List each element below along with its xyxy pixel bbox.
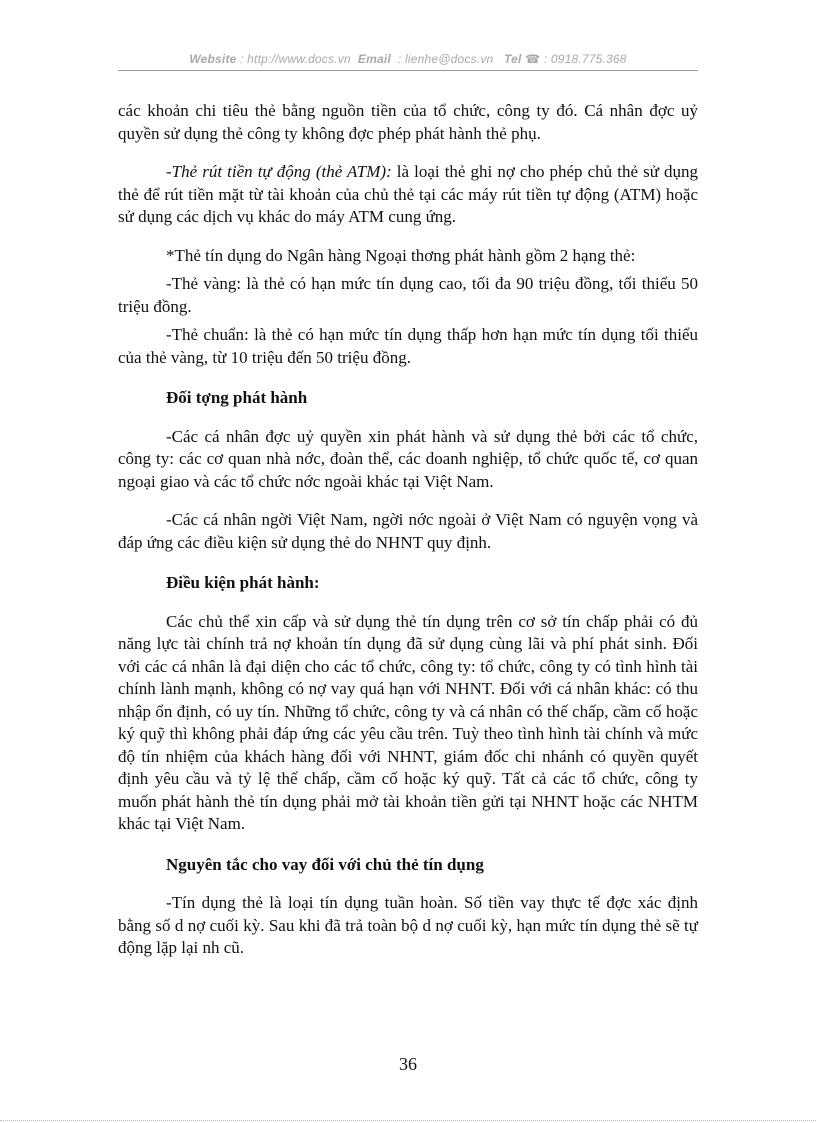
header-divider (118, 70, 698, 71)
phone-icon: ☎ (525, 52, 541, 66)
paragraph-atm-card (118, 161, 698, 229)
paragraph-conditions: Các chủ thể xin cấp và sử dụng thẻ tín dụng trên cơ sở tín chấp phải có đủ năng lực tài chính trả nợ khoản tín dụng đã sử dụng cùng lãi và phí phát sinh. Đối với các cá nhân là đại diện cho các tổ chức, công ty: tổ chức, công ty có tình hình tài chính lành mạnh, không có nợ vay quá hạn với NHNT. Đối với cá nhân khác: có thu nhập ổn định, có uy tín. Những tổ chức, công ty và cá nhân có thế chấp, cầm cố hoặc ký quỹ thì không phải đáp ứng các yêu cầu trên. Tuỳ theo tình hình tài chính và mức độ tín nhiệm của khách hàng đối với NHNT, giám đốc chi nhánh có quyền quyết định yêu cầu và tỷ lệ thế chấp, cầm cố hoặc ký quỹ. Tất cả các tổ chức, công ty muốn phát hành thẻ tín dụng phải mở tài khoản tiền gửi tại NHNT hoặc các NHTM khác tại Việt Nam. (118, 611, 698, 833)
paragraph-individuals: -Các cá nhân ngời Việt Nam, ngời nớc ngoài ở Việt Nam có nguyện vọng và đáp ứng các điều kiện sử dụng thẻ do NHNT quy định. (118, 510, 698, 552)
heading-issuance-subjects: Đối tợng phát hành (166, 388, 308, 407)
atm-card-term: -Thẻ rút tiền tự động (thẻ ATM): (166, 162, 392, 181)
paragraph-gold-card: -Thẻ vàng: là thẻ có hạn mức tín dụng cao, tối đa 90 triệu đồng, tối thiểu 50 triệu đồng. (118, 274, 698, 316)
document-body (118, 100, 698, 960)
paragraph-1: các khoản chi tiêu thẻ bằng nguồn tiền của tổ chức, công ty đó. Cá nhân đợc uỷ quyền sử dụng thẻ công ty không đợc phép phát hành thẻ phụ. (118, 101, 698, 143)
atm-card-definition: là loại thẻ ghi nợ cho phép chủ thẻ sử dụng thẻ để rút tiền mặt từ tài khoản của chủ thẻ tại các máy rút tiền tự động (ATM) hoặc sử dụng các dịch vụ khác do máy ATM cung ứng. (118, 162, 698, 226)
page-header (0, 52, 816, 66)
website-value: : http://www.docs.vn (240, 52, 351, 66)
paragraph-standard-card: -Thẻ chuẩn: là thẻ có hạn mức tín dụng thấp hơn hạn mức tín dụng tối thiểu của thẻ vàng, từ 10 triệu đến 50 triệu đồng. (118, 325, 698, 367)
paragraph-card-classes: *Thẻ tín dụng do Ngân hàng Ngoại thơng phát hành gồm 2 hạng thẻ: (166, 245, 636, 265)
heading-issuance-conditions: Điều kiện phát hành: (166, 573, 320, 592)
paragraph-authorized-individuals: -Các cá nhân đợc uỷ quyền xin phát hành và sử dụng thẻ bởi các tổ chức, công ty: các cơ quan nhà nớc, đoàn thể, các doanh nghiệp, tổ chức quốc tế, cơ quan ngoại giao và các tổ chức nớc ngoài khác tại Việt Nam. (118, 426, 698, 491)
page-number: 36 (399, 1054, 417, 1074)
email-label: Email (357, 52, 391, 66)
heading-lending-principles: Nguyên tắc cho vay đối với chủ thẻ tín dụng (166, 854, 484, 874)
tel-label: Tel (504, 52, 522, 66)
website-label: Website (189, 52, 237, 66)
paragraph-revolving-credit: -Tín dụng thẻ là loại tín dụng tuần hoàn. Số tiền vay thực tế đợc xác định bằng số d nợ cuối kỳ. Sau khi đã trả toàn bộ d nợ cuối kỳ, hạn mức tín dụng thẻ sẽ tự động lặp lại nh cũ. (118, 893, 698, 957)
email-value: : lienhe@docs.vn (397, 52, 494, 66)
tel-value: : 0918.775.368 (543, 52, 627, 66)
bottom-divider (0, 1120, 816, 1121)
